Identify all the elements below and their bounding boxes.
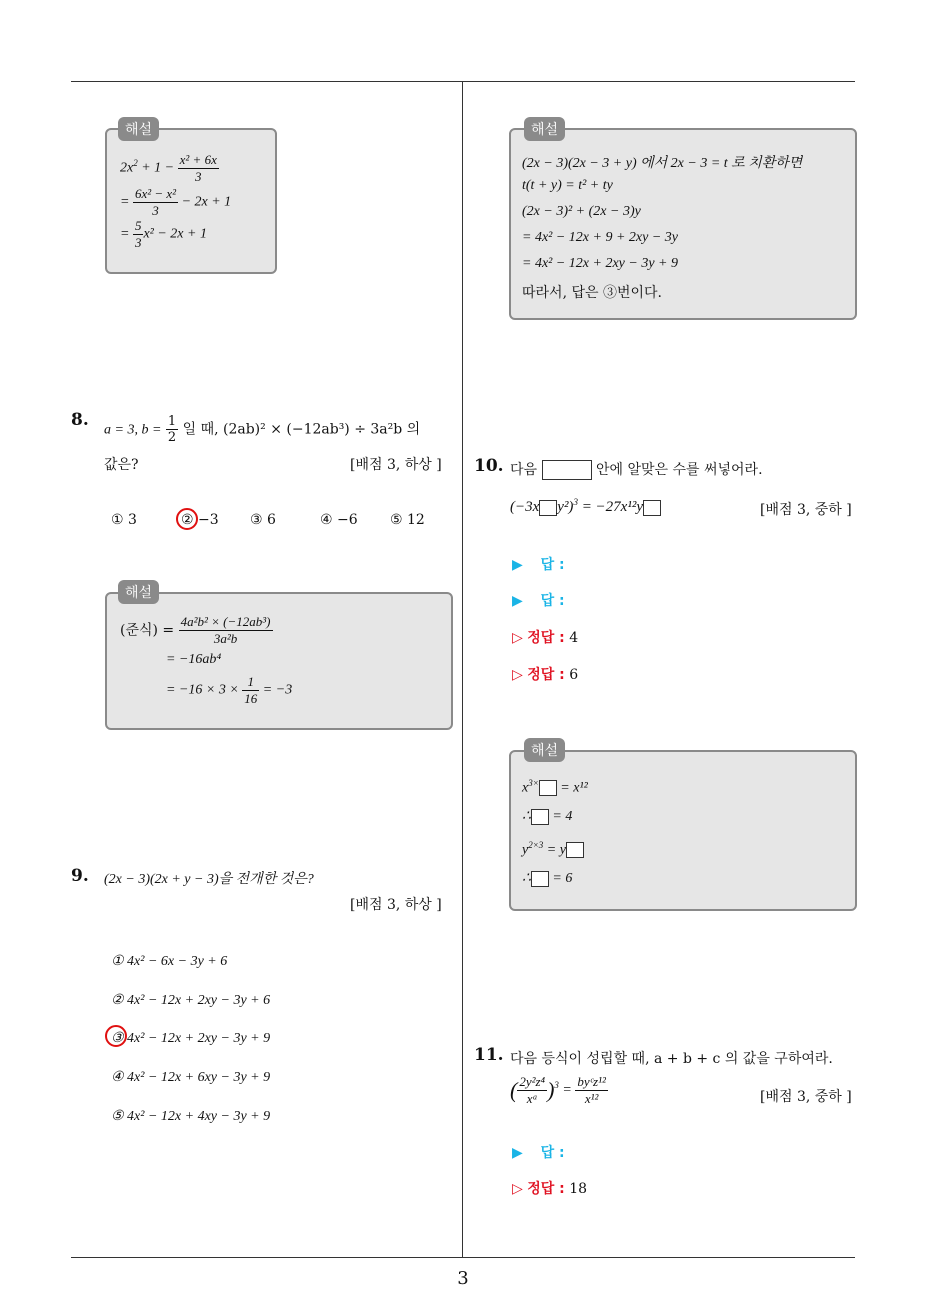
sol7-line1: $2x^2 + 1$ − $\frac{\text{x² + 6x}}{3}$ xyxy=(120,152,217,184)
q8-option-1[interactable]: ① 3 xyxy=(111,512,137,528)
question-10-equation: (−3x y²)$^3$ = −27x¹²y xyxy=(510,497,661,516)
solution-tag-q9: 해설 xyxy=(524,117,565,141)
bottom-rule xyxy=(71,1257,855,1258)
question-8-meta: [배점 3, 하상 ] xyxy=(350,457,442,473)
solution-tag-q10: 해설 xyxy=(524,738,565,762)
question-9-stem: (2x − 3)(2x + y − 3)을 전개한 것은? xyxy=(104,872,314,887)
q8-answer-mark-icon xyxy=(176,508,198,530)
q10-answer-row-1[interactable]: ▶ 답 : xyxy=(512,557,565,573)
question-8-number: 8. xyxy=(71,410,89,430)
q9-option-4[interactable]: ④ 4x² − 12x + 6xy − 3y + 9 xyxy=(111,1070,271,1085)
top-rule xyxy=(71,81,855,82)
question-9-meta: [배점 3, 하상 ] xyxy=(350,897,442,913)
q8-option-3[interactable]: ③ 6 xyxy=(250,512,276,528)
page-number: 3 xyxy=(457,1268,469,1289)
play-arrow-icon: ▶ xyxy=(512,1145,523,1161)
q9-answer-mark-icon xyxy=(105,1025,127,1047)
q10-eq-blank-1[interactable] xyxy=(539,500,557,516)
sol10-line2: ∴ = 4 xyxy=(522,809,573,824)
play-arrow-icon: ▶ xyxy=(512,593,523,609)
sol9-line4: = 4x² − 12x + 9 + 2xy − 3y xyxy=(522,230,679,245)
sol9-line2: t(t + y) = t² + ty xyxy=(522,178,613,193)
sol10-line1: $x^{3\times} = x^{12}$ xyxy=(522,778,588,796)
question-10-meta: [배점 3, 중하 ] xyxy=(760,502,852,518)
question-10-stem: 다음 안에 알맞은 수를 써넣어라. xyxy=(510,462,763,478)
sol7-line2: = $\frac{\text{6x² − x²}}{3}$ − 2x + 1 xyxy=(120,186,232,218)
question-11-stem: 다음 등식이 성립할 때, a + b + c 의 값을 구하여라. xyxy=(510,1051,833,1067)
sol9-line5: = 4x² − 12x + 2xy − 3y + 9 xyxy=(522,256,679,271)
solution-tag-q8: 해설 xyxy=(118,580,159,604)
sol8-line1: (준식) = $\frac{\text{4a²b² × (−12ab³)}}{\text{3a²b}}$ xyxy=(120,614,271,646)
solution-tag-q7: 해설 xyxy=(118,117,159,141)
q10-correct-row-1: ▷ 정답 : 4 xyxy=(512,630,579,646)
q9-option-1[interactable]: ① 4x² − 6x − 3y + 6 xyxy=(111,954,228,969)
sol8-line3: = −16 × 3 × $\frac{1}{16}$ = −3 xyxy=(166,674,293,706)
sol7-line3: = $\frac{5}{3}$ x² − 2x + 1 xyxy=(120,218,207,250)
q10-eq-blank-2[interactable] xyxy=(643,500,661,516)
q10-stem-blank xyxy=(542,460,592,480)
sol10-line4: ∴ = 6 xyxy=(522,871,573,886)
triangle-outline-icon: ▷ xyxy=(512,630,523,646)
question-11-meta: [배점 3, 중하 ] xyxy=(760,1089,852,1105)
sol9-line1: (2x − 3)(2x − 3 + y) 에서 2x − 3 = t 로 치환하면 xyxy=(522,156,803,171)
sol9-line6: 따라서, 답은 ③번이다. xyxy=(522,285,662,301)
question-8-stem2: 값은? xyxy=(104,457,139,473)
q9-option-2[interactable]: ② 4x² − 12x + 2xy − 3y + 6 xyxy=(111,993,271,1008)
sol9-line3: (2x − 3)² + (2x − 3)y xyxy=(522,204,641,219)
question-11-number: 11. xyxy=(474,1045,504,1065)
q11-answer-row[interactable]: ▶ 답 : xyxy=(512,1145,565,1161)
q9-option-3[interactable]: ③ 4x² − 12x + 2xy − 3y + 9 xyxy=(111,1031,271,1046)
triangle-outline-icon: ▷ xyxy=(512,1181,523,1197)
q8-option-4[interactable]: ④ −6 xyxy=(320,512,358,528)
question-10-number: 10. xyxy=(474,456,504,476)
question-8-stem: a = 3, b = $\frac{1}{2}$ 일 때, (2ab)² × (−12ab³) ÷ 3a²b 의 xyxy=(104,414,421,445)
sol8-line2: = −16ab⁴ xyxy=(166,652,222,667)
question-9-number: 9. xyxy=(71,866,89,886)
q8-option-2[interactable]: ② −3 xyxy=(181,512,219,528)
column-divider xyxy=(462,82,463,1257)
play-arrow-icon: ▶ xyxy=(512,557,523,573)
q10-correct-row-2: ▷ 정답 : 6 xyxy=(512,667,579,683)
q8-option-5[interactable]: ⑤ 12 xyxy=(390,512,425,528)
q11-correct-row: ▷ 정답 : 18 xyxy=(512,1181,588,1197)
sol10-line3: $y^{2\times 3} = y$ xyxy=(522,840,584,859)
solution-box-q8 xyxy=(105,592,453,730)
q10-answer-row-2[interactable]: ▶ 답 : xyxy=(512,593,565,609)
question-11-equation: ( $\frac{\text{2y²z⁴}}{\text{xᵃ}}$ )$^3$ = $\frac{\text{byᶜz¹²}}{\text{x¹²}}$ xyxy=(510,1074,606,1106)
q9-option-5[interactable]: ⑤ 4x² − 12x + 4xy − 3y + 9 xyxy=(111,1109,271,1124)
triangle-outline-icon: ▷ xyxy=(512,667,523,683)
